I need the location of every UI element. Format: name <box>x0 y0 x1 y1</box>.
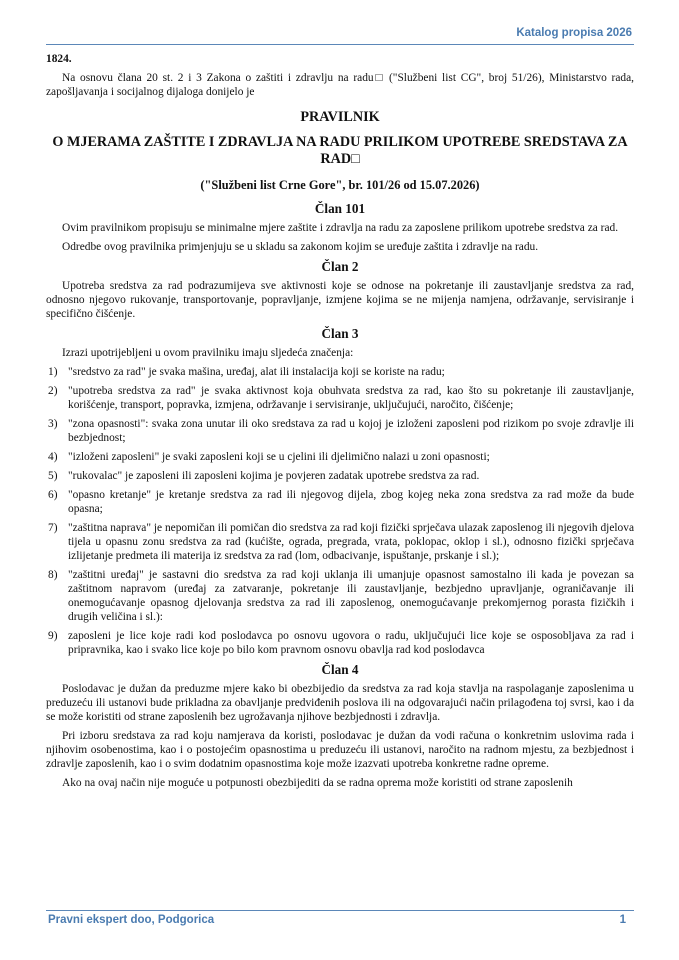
list-item <box>46 384 634 412</box>
item-text: "opasno kretanje" je kretanje sredstva za rad ili njegovog dijela, zbog kojeg neka zona sredstva za rad može da bude opasna; <box>68 489 634 515</box>
page-header <box>46 26 634 45</box>
item-number: 9) <box>48 630 58 642</box>
definitions-list <box>46 365 634 657</box>
list-item <box>46 450 634 464</box>
item-text: "zaštitna naprava" je nepomičan ili pomičan dio sredstva za rad koji fizički sprječava ulazak zaposlenog ili njegovih djelova tijela u opasnu zonu sredstva za rad (kućište, ograda, pregrada, vrata, poklopac, oklop i sl.), odnosno fizički sprječava izlijetanje predmeta ili materija iz sredstva za rad (lom, odbacivanje, ispuštanje, prskanje i sl.); <box>68 522 634 562</box>
article-heading: Član 101 <box>314 201 366 216</box>
article-paragraph: Poslodavac je dužan da preduzme mjere kako bi obezbijedio da sredstva za rad koja stavlja na raspolaganje zaposlenima u preduzeću ili ustanovi bude prikladna za obavljanje predviđenih poslova ili na odgovarajući način prilagođena toj svrsi, kao i da se može koristiti od strane zaposlenih bez ugrožavanja njihove bezbjednosti i zdravlja. <box>46 683 634 723</box>
item-number: 7) <box>48 522 58 534</box>
item-number: 1) <box>48 366 58 378</box>
item-number: 5) <box>48 470 58 482</box>
article-heading: Član 4 <box>321 662 359 677</box>
article-heading: Član 3 <box>321 326 359 341</box>
gazette-reference: ("Službeni list Crne Gore", br. 101/26 od 15.07.2026) <box>200 178 480 192</box>
article-paragraph: Upotreba sredstva za rad podrazumijeva sve aktivnosti koje se odnose na pokretanje ili zaustavljanje sredstva za rad, odnosno njegovo rukovanje, transportovanje, popravljanje, izmjene kojima se ne mijenja namjena, održavanje, servisiranje i specifično čišćenje. <box>46 280 634 320</box>
item-text: "zaštitni uređaj" je sastavni dio sredstva za rad koji uklanja ili umanjuje opasnost samostalno ili kada je povezan sa zaštitnom napravom (uređaj za zatvaranje, pokretanje ili zaustavljanje, bezbjedno upravljanje, ograničavanje ili onemogućavanje opasnog djelovanja sredstva za rad ili zaposlenog, onemogućavanje prekomjernog porasta fizičkih i drugih veličina i sl.): <box>68 569 634 623</box>
item-text: "izloženi zaposleni" je svaki zaposleni koji se u cjelini ili djelimično nalazi u zoni opasnosti; <box>68 451 490 463</box>
item-text: zaposleni je lice koje radi kod poslodavca po osnovu ugovora o radu, uključujući lice koje se osposoblјava za rad i pripravnika, kao i svako lice koje po bilo kom pravnom osnovu obavlja rad kod poslodavca <box>68 630 634 656</box>
catalog-title: Katalog propisa 2026 <box>516 27 632 39</box>
page-footer <box>46 910 634 929</box>
list-item <box>46 521 634 563</box>
document-number: 1824. <box>46 53 72 65</box>
item-text: "zona opasnosti": svaka zona unutar ili oko sredstava za rad u kojoj je izloženi zaposleni pod rizikom po svoje zdravlje ili bezbjednost; <box>68 418 634 444</box>
document-subtitle: O MJERAMA ZAŠTITE I ZDRAVLJA NA RADU PRILIKOM UPOTREBE SREDSTAVA ZA RAD□ <box>52 134 628 167</box>
item-text: "upotreba sredstva za rad" je svaka aktivnost koja obuhvata sredstva za rad, kao što su pokretanje ili zaustavljanje, korišćenje, transport, popravka, izmjena, održavanje i servisiranje, uključujući, naročito, čišćenje; <box>68 385 634 411</box>
article-paragraph: Ovim pravilnikom propisuju se minimalne mjere zaštite i zdravlja na radu za zaposlene prilikom upotrebe sredstva za rad. <box>62 222 619 234</box>
document-body <box>46 52 634 795</box>
item-number: 4) <box>48 451 58 463</box>
item-text: "rukovalac" je zaposleni ili zaposleni kojima je povjeren zadatak upotrebe sredstva za rad. <box>68 470 480 482</box>
list-item <box>46 469 634 483</box>
list-item <box>46 629 634 657</box>
article-paragraph: Ako na ovaj način nije moguće u potpunosti obezbijediti da se radna oprema može koristiti od strane zaposlenih <box>62 777 573 789</box>
preamble: Na osnovu člana 20 st. 2 i 3 Zakona o zaštiti i zdravlju na radu□ ("Službeni list CG", broj 51/26), Ministarstvo rada, zapošljavanja i socijalnog dijaloga donijelo je <box>46 72 634 98</box>
document-title: PRAVILNIK <box>300 109 380 125</box>
item-number: 8) <box>48 569 58 581</box>
list-item <box>46 568 634 624</box>
article-intro: Izrazi upotrijebljeni u ovom pravilniku imaju sljedeća značenja: <box>62 347 354 359</box>
item-number: 6) <box>48 489 58 501</box>
publisher-name: Pravni ekspert doo, Podgorica <box>48 914 215 926</box>
list-item <box>46 488 634 516</box>
item-text: "sredstvo za rad" je svaka mašina, uređaj, alat ili instalacija koji se koriste na radu; <box>68 366 445 378</box>
list-item <box>46 365 634 379</box>
article-paragraph: Pri izboru sredstava za rad koju namjerava da koristi, poslodavac je dužan da vodi računa o konkretnim uslovima rada i njihovim osobenostima, kao i o postojećim opasnostima u preduzeću ili ustanovi, naročito na radnom mjestu, za bezbjednost i zdravlje zaposlenih, kao i o svim dodatnim opasnostima koje može izazvati upotreba konkretne radne opreme. <box>46 730 634 770</box>
list-item <box>46 417 634 445</box>
article-heading: Član 2 <box>321 259 359 274</box>
item-number: 2) <box>48 385 58 397</box>
article-paragraph: Odredbe ovog pravilnika primjenjuju se u skladu sa zakonom kojim se uređuje zaštita i zdravlje na radu. <box>62 241 539 253</box>
page-number: 1 <box>619 914 626 926</box>
item-number: 3) <box>48 418 58 430</box>
